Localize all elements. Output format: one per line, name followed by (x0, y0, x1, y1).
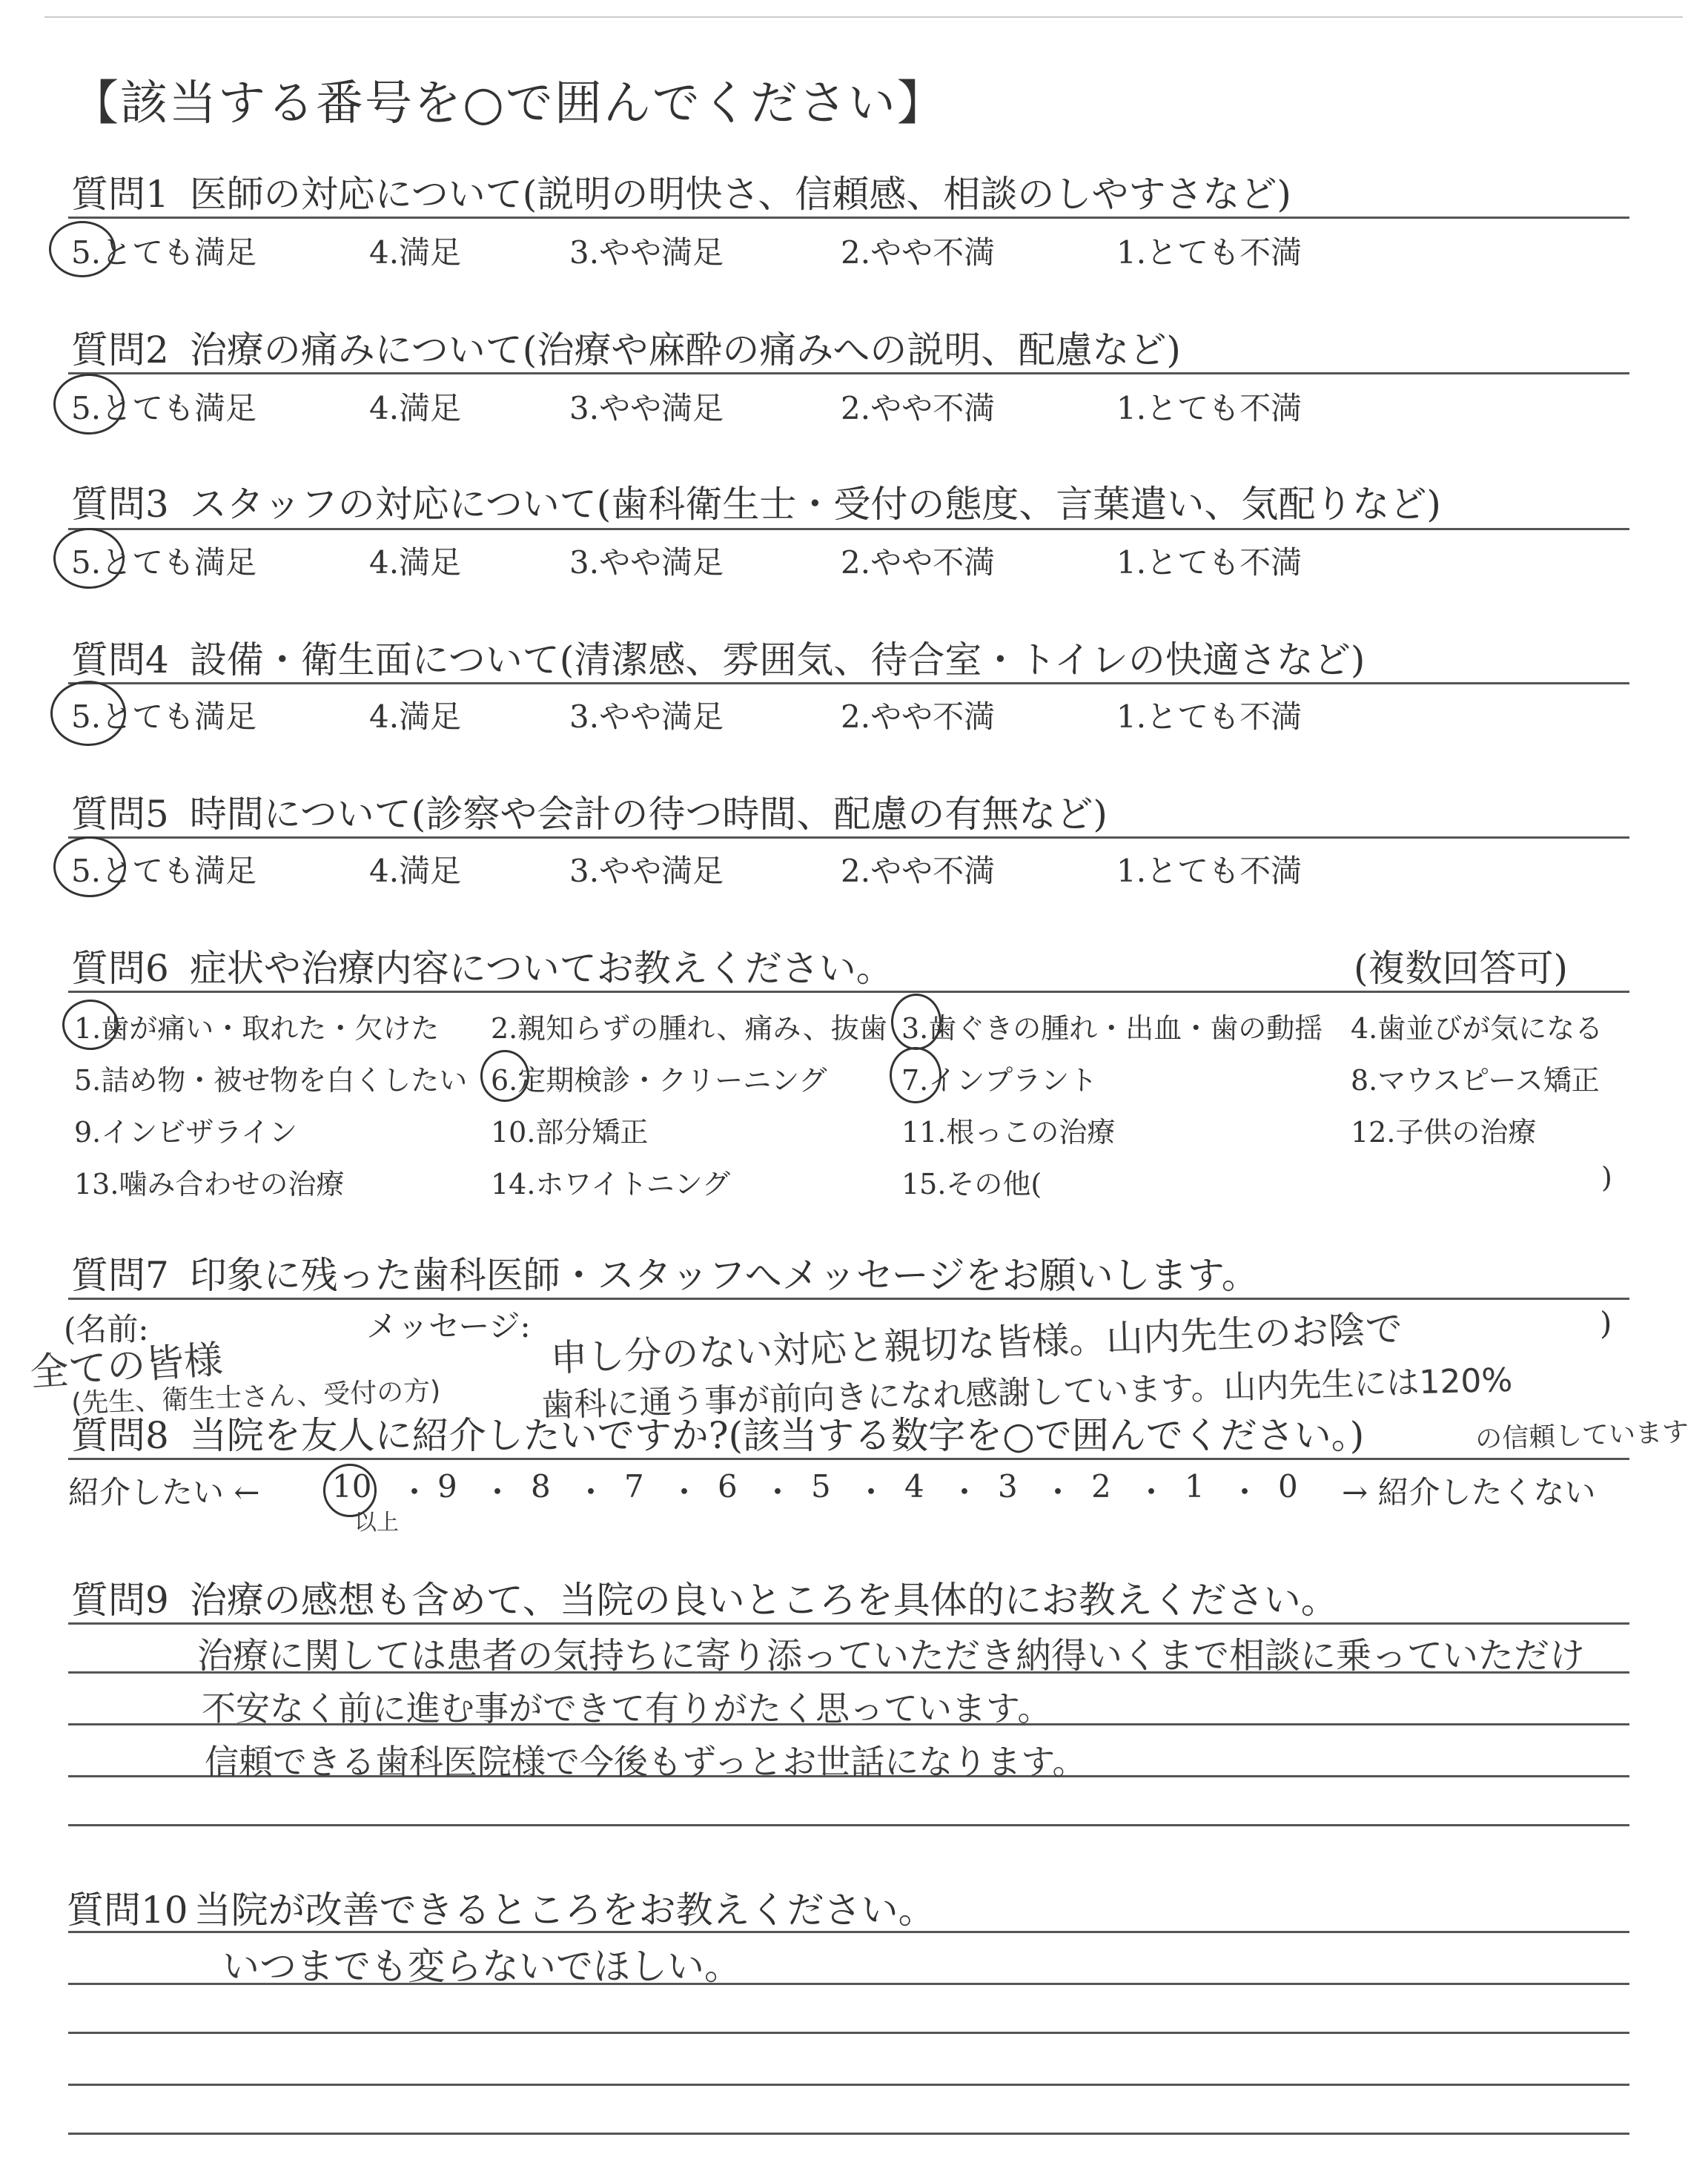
q8-scale-4[interactable]: 4 (904, 1468, 924, 1505)
question-10-rule-5 (68, 2133, 1629, 2135)
q8-scale-0[interactable]: 0 (1278, 1468, 1298, 1505)
q8-scale-5[interactable]: 5 (811, 1468, 831, 1505)
q9-handwritten-line-2: 不安なく前に進む事ができて有りがたく思っています。 (202, 1688, 1052, 1728)
q5-option-3[interactable]: 3.やや満足 (569, 853, 724, 889)
q2-selected-circle (53, 374, 125, 435)
q7-handwritten-name-sub: (先生、衛生士さん、受付の方) (70, 1375, 441, 1419)
question-8-header (71, 1406, 1364, 1459)
question-6-note: (複数回答可) (1354, 947, 1569, 990)
question-10-rule-4 (68, 2084, 1629, 2086)
question-10-rule-1 (68, 1931, 1629, 1933)
q4-option-3[interactable]: 3.やや満足 (569, 698, 724, 735)
q6-option-11[interactable]: 11.根っこの治療 (901, 1116, 1116, 1149)
q6-option-2[interactable]: 2.親知らずの腫れ、痛み、抜歯 (491, 1012, 887, 1045)
q3-option-2[interactable]: 2.やや不満 (841, 544, 996, 581)
q3-option-1[interactable]: 1.とても不満 (1116, 544, 1302, 581)
question-9-rule-5 (68, 1824, 1629, 1826)
q8-scale-8[interactable]: 8 (531, 1468, 551, 1505)
q7-handwritten-message-3: の信頼しています (1474, 1416, 1689, 1456)
page-title: 【該当する番号を○で囲んでください】 (71, 76, 946, 131)
q7-handwritten-message-2: 歯科に通う事が前向きになれ感謝しています。山内先生には120% (540, 1361, 1513, 1425)
q7-name-label: (名前: (64, 1311, 149, 1347)
question-1-number: 質問1 (71, 173, 169, 216)
q2-option-2[interactable]: 2.やや不満 (841, 390, 996, 426)
question-8-text: 当院を友人に紹介したいですか?(該当する数字を○で囲んでください。) (189, 1414, 1365, 1457)
q5-selected-circle (53, 836, 126, 897)
q1-option-2[interactable]: 2.やや不満 (841, 234, 996, 271)
q6-option-14[interactable]: 14.ホワイトニング (491, 1168, 731, 1200)
question-3-text: スタッフの対応について(歯科衛生士・受付の態度、言葉遣い、気配りなど) (189, 483, 1441, 526)
question-3-header (71, 475, 1441, 528)
q6-option-6[interactable]: 6.定期検診・クリーニング (491, 1064, 827, 1097)
question-4-header (71, 630, 1365, 684)
q8-handwritten-note: 以上 (354, 1510, 399, 1536)
q5-option-5[interactable]: 5.とても満足 (71, 853, 257, 889)
question-6-text: 症状や治療内容についてお教えください。 (189, 947, 893, 990)
q6-option-12[interactable]: 12.子供の治療 (1351, 1116, 1537, 1149)
q8-scale-dot: ・ (669, 1474, 701, 1510)
q6-option-3[interactable]: 3.歯ぐきの腫れ・出血・歯の動揺 (901, 1012, 1323, 1045)
q8-left-label: 紹介したい ← (68, 1474, 260, 1510)
question-8-number: 質問8 (71, 1414, 169, 1457)
question-10-header (67, 1880, 936, 1934)
question-1-rule (68, 217, 1629, 219)
q2-option-5[interactable]: 5.とても満足 (71, 390, 257, 426)
q6-option-9[interactable]: 9.インビザライン (74, 1116, 298, 1149)
question-9-rule-1 (68, 1622, 1629, 1625)
q7-message-label: メッセージ: (366, 1308, 531, 1344)
q7-handwritten-name: 全ての皆様 (28, 1337, 225, 1396)
q6-option-13[interactable]: 13.噛み合わせの治療 (74, 1168, 345, 1200)
question-6-number: 質問6 (71, 947, 169, 990)
question-8-rule (68, 1458, 1629, 1460)
question-6-header (71, 939, 893, 992)
question-2-number: 質問2 (71, 328, 169, 371)
q8-scale-9[interactable]: 9 (437, 1468, 457, 1505)
q8-scale-10[interactable]: 10 (332, 1468, 372, 1505)
q8-scale-dot: ・ (855, 1474, 887, 1510)
question-9-number: 質問9 (71, 1579, 169, 1622)
question-10-number: 質問10 (67, 1889, 188, 1932)
question-1-header (71, 165, 1291, 218)
question-7-number: 質問7 (71, 1254, 169, 1297)
q5-option-1[interactable]: 1.とても不満 (1116, 853, 1302, 889)
q1-selected-circle (49, 221, 116, 277)
q2-option-4[interactable]: 4.満足 (369, 390, 462, 426)
q8-scale-dot: ・ (1136, 1474, 1168, 1510)
q6-selected-circle-3 (891, 994, 941, 1050)
q8-scale-1[interactable]: 1 (1185, 1468, 1205, 1505)
q6-option-5[interactable]: 5.詰め物・被せ物を白くしたい (74, 1064, 468, 1097)
q3-option-4[interactable]: 4.満足 (369, 544, 462, 581)
q1-option-3[interactable]: 3.やや満足 (569, 234, 724, 271)
question-5-number: 質問5 (71, 793, 169, 836)
question-10-rule-3 (68, 2032, 1629, 2034)
q6-option-1[interactable]: 1.歯が痛い・取れた・欠けた (74, 1012, 440, 1045)
q4-option-1[interactable]: 1.とても不満 (1116, 698, 1302, 735)
question-5-header (71, 785, 1108, 838)
q1-option-4[interactable]: 4.満足 (369, 234, 462, 271)
q3-selected-circle (53, 528, 125, 589)
q8-scale-7[interactable]: 7 (624, 1468, 644, 1505)
q4-option-2[interactable]: 2.やや不満 (841, 698, 996, 735)
question-2-text: 治療の痛みについて(治療や麻酔の痛みへの説明、配慮など) (189, 328, 1181, 371)
question-2-rule (68, 372, 1629, 374)
q7-handwritten-message-1: 申し分のない対応と親切な皆様。山内先生のお陰で (549, 1307, 1403, 1381)
question-9-text: 治療の感想も含めて、当院の良いところを具体的にお教えください。 (189, 1579, 1338, 1622)
question-7-text: 印象に残った歯科医師・スタッフへメッセージをお願いします。 (189, 1254, 1259, 1297)
question-10-text: 当院が改善できるところをお教えください。 (193, 1889, 936, 1932)
top-border (44, 16, 1683, 18)
question-5-rule (68, 836, 1629, 839)
question-7-header (71, 1246, 1259, 1299)
q7-close-paren: ) (1600, 1305, 1612, 1341)
q6-selected-circle-1 (62, 1000, 119, 1050)
q9-handwritten-line-1: 治療に関しては患者の気持ちに寄り添っていただき納得いくまで相談に乗っていただけ (197, 1635, 1586, 1677)
q8-scale-dot: ・ (762, 1474, 794, 1510)
q6-option-10[interactable]: 10.部分矯正 (491, 1116, 649, 1149)
question-3-rule (68, 528, 1629, 530)
q2-option-1[interactable]: 1.とても不満 (1116, 390, 1302, 426)
q4-selected-circle (50, 681, 126, 746)
question-4-rule (68, 682, 1629, 684)
q8-scale-dot: ・ (399, 1474, 431, 1510)
q8-right-label: → 紹介したくない (1342, 1474, 1596, 1510)
question-6-rule (68, 991, 1629, 993)
q6-option-4[interactable]: 4.歯並びが気になる (1351, 1012, 1603, 1045)
q8-scale-dot: ・ (949, 1474, 981, 1510)
q8-scale-3[interactable]: 3 (998, 1468, 1018, 1505)
q6-option-8[interactable]: 8.マウスピース矯正 (1351, 1064, 1600, 1097)
question-2-header (71, 320, 1181, 374)
q4-option-4[interactable]: 4.満足 (369, 698, 462, 735)
q10-handwritten-line-1: いつまでも変らないでほしい。 (222, 1945, 741, 1988)
q6-option-7[interactable]: 7.インプラント (901, 1064, 1098, 1097)
question-5-text: 時間について(診察や会計の待つ時間、配慮の有無など) (189, 793, 1108, 836)
question-3-number: 質問3 (71, 483, 169, 526)
q8-scale-2[interactable]: 2 (1091, 1468, 1111, 1505)
q9-handwritten-line-3: 信頼できる歯科医院様で今後もずっとお世話になります。 (205, 1742, 1087, 1782)
q6-selected-circle-6 (480, 1050, 529, 1102)
q8-scale-dot: ・ (482, 1474, 514, 1510)
q6-option-15[interactable]: 15.その他( (901, 1168, 1042, 1200)
q8-scale-6[interactable]: 6 (718, 1468, 738, 1505)
question-4-number: 質問4 (71, 638, 169, 681)
q3-option-3[interactable]: 3.やや満足 (569, 544, 724, 581)
question-9-header (71, 1571, 1338, 1624)
q2-option-3[interactable]: 3.やや満足 (569, 390, 724, 426)
q4-option-5[interactable]: 5.とても満足 (71, 698, 257, 735)
q1-option-5[interactable]: 5.とても満足 (71, 234, 257, 271)
q8-scale-dot: ・ (1042, 1474, 1074, 1510)
q8-scale-dot: ・ (1229, 1474, 1261, 1510)
q5-option-4[interactable]: 4.満足 (369, 853, 462, 889)
question-1-text: 医師の対応について(説明の明快さ、信頼感、相談のしやすさなど) (189, 173, 1291, 216)
q8-scale-dot: ・ (575, 1474, 607, 1510)
q5-option-2[interactable]: 2.やや不満 (841, 853, 996, 889)
q1-option-1[interactable]: 1.とても不満 (1116, 234, 1302, 271)
q6-other-close-paren: ) (1601, 1161, 1612, 1194)
q6-selected-circle-7 (890, 1047, 941, 1103)
q3-option-5[interactable]: 5.とても満足 (71, 544, 257, 581)
question-4-text: 設備・衛生面について(清潔感、雰囲気、待合室・トイレの快適さなど) (189, 638, 1366, 681)
